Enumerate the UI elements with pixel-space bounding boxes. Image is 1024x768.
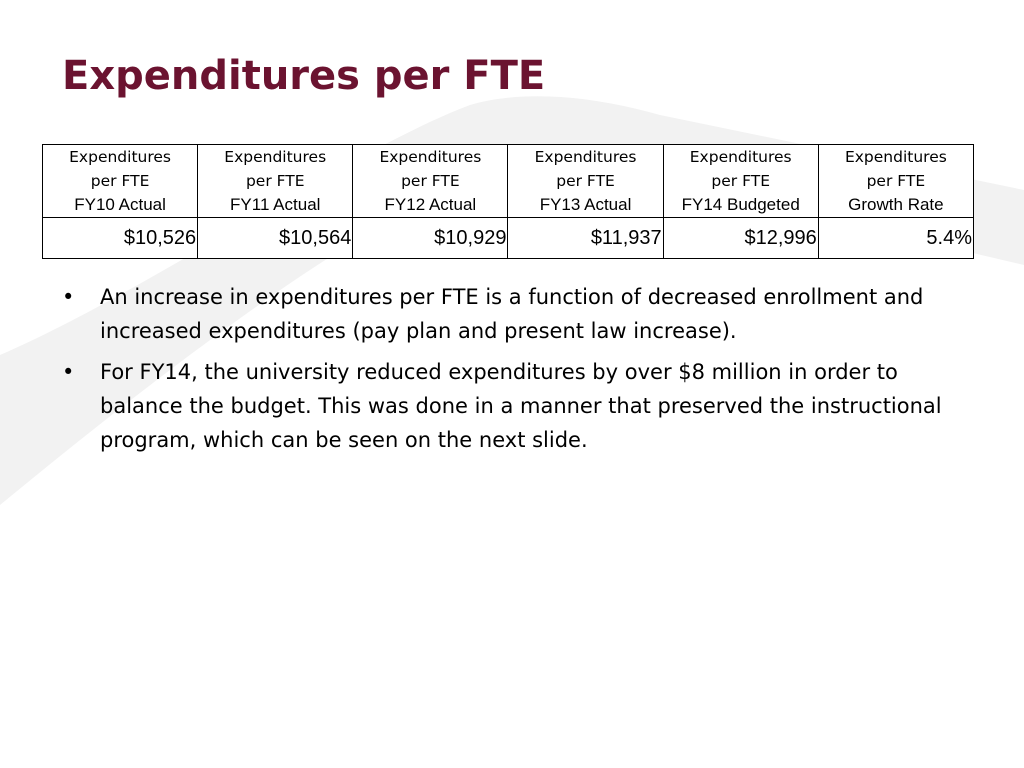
table-header-cell xyxy=(353,145,508,218)
bullet-list xyxy=(62,280,962,464)
bullet-icon: • xyxy=(62,360,75,384)
expenditures-table xyxy=(42,144,974,259)
table-cell: $12,996 xyxy=(663,218,818,259)
header-line: per FTE xyxy=(711,172,770,190)
list-item xyxy=(62,355,962,457)
header-line: Expenditures xyxy=(844,148,947,166)
table-cell: $11,937 xyxy=(508,218,663,259)
table-header-cell xyxy=(198,145,353,218)
page-title: Expenditures per FTE xyxy=(62,53,546,99)
table-row xyxy=(43,218,974,259)
header-line: FY12 Actual xyxy=(384,195,477,214)
bullet-text: For FY14, the university reduced expenditures by over $8 million in order to balance the budget. This was done in a manner that preserved the instructional program, which can be seen on the next slide. xyxy=(100,360,942,452)
header-line: per FTE xyxy=(556,172,615,190)
table-header-row xyxy=(43,145,974,218)
table-cell: $10,929 xyxy=(353,218,508,259)
header-line: Expenditures xyxy=(534,148,637,166)
header-line: per FTE xyxy=(90,172,150,190)
header-line: Expenditures xyxy=(689,148,792,166)
table-header-cell xyxy=(508,145,663,218)
header-line: per FTE xyxy=(245,172,305,190)
header-line: per FTE xyxy=(866,172,926,190)
header-line: Expenditures xyxy=(69,148,171,166)
header-line: Expenditures xyxy=(379,148,482,166)
table-cell: 5.4% xyxy=(818,218,973,259)
header-line: FY11 Actual xyxy=(230,195,321,214)
header-line: per FTE xyxy=(401,172,460,190)
header-line: Expenditures xyxy=(224,148,327,166)
list-item xyxy=(62,280,962,348)
header-line: FY13 Actual xyxy=(539,195,632,214)
header-line: FY10 Actual xyxy=(74,195,166,214)
table-header-cell xyxy=(663,145,818,218)
header-line: FY14 Budgeted xyxy=(681,195,800,214)
table-cell: $10,526 xyxy=(43,218,198,259)
bullet-text: An increase in expenditures per FTE is a function of decreased enrollment and increased expenditures (pay plan and present law increase). xyxy=(100,285,924,343)
table-cell: $10,564 xyxy=(198,218,353,259)
header-line: Growth Rate xyxy=(848,195,944,214)
table-header-cell xyxy=(818,145,973,218)
bullet-icon: • xyxy=(62,285,75,309)
table-header-cell xyxy=(43,145,198,218)
